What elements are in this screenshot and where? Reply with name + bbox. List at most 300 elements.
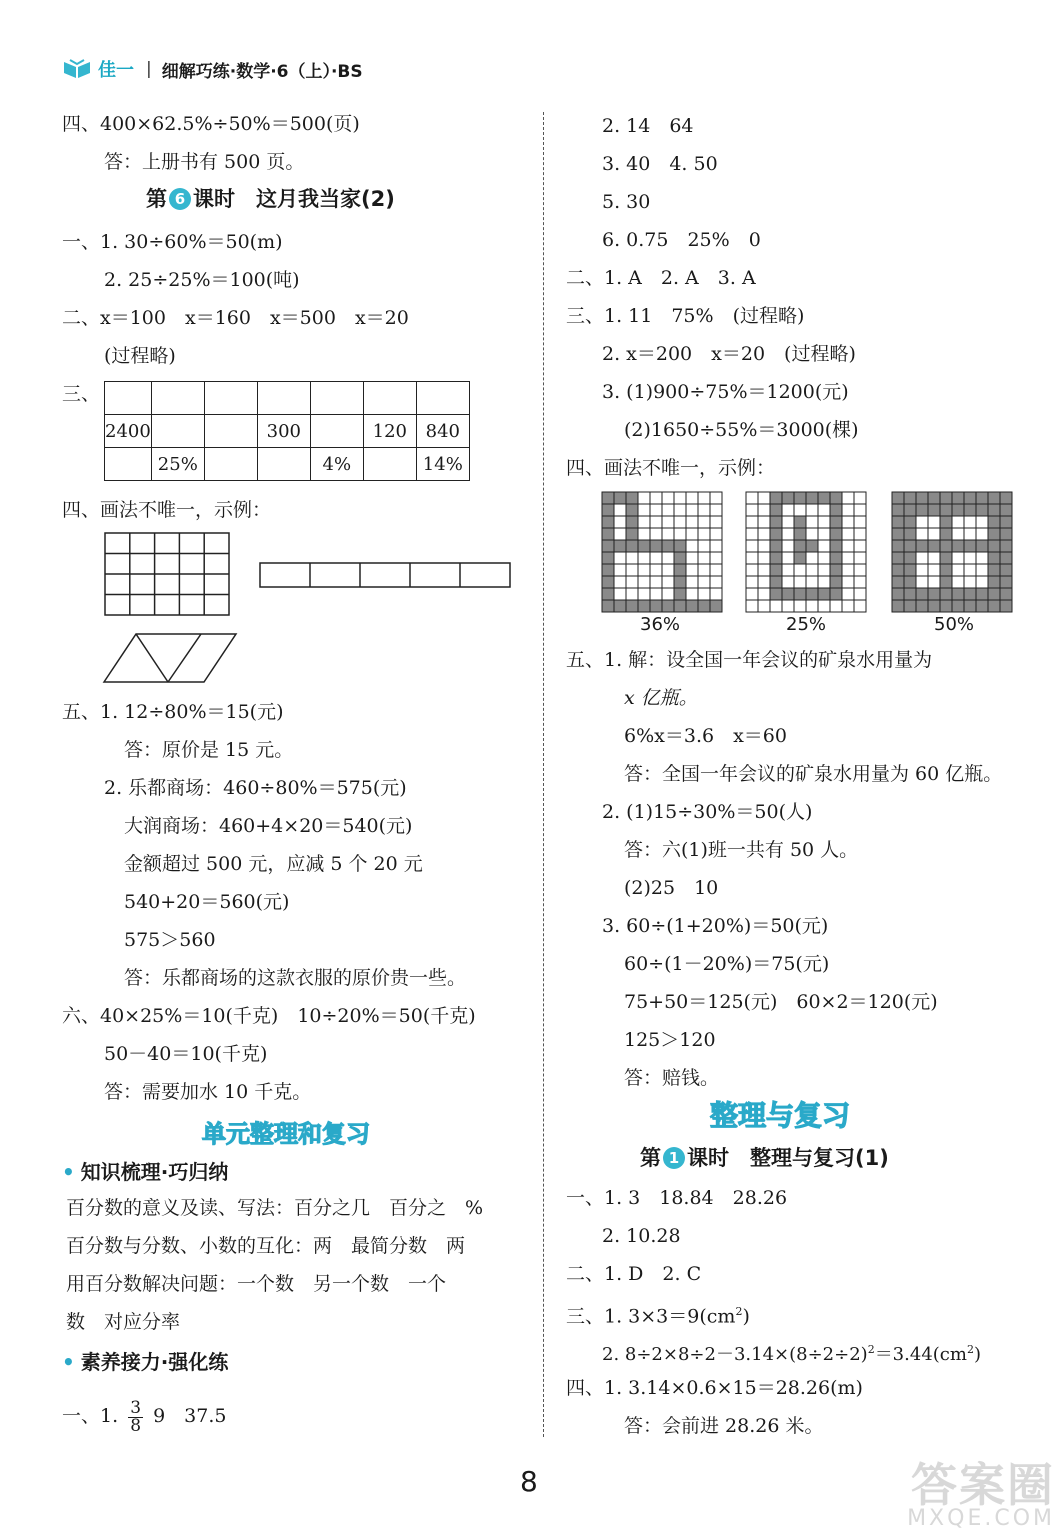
grid-cell	[614, 540, 626, 552]
grid-cell	[770, 564, 782, 576]
answer-line: 一、1. 3 18.84 28.26	[566, 1187, 788, 1209]
grid-cell	[686, 516, 698, 528]
grid-cell	[662, 540, 674, 552]
grid-cell	[940, 552, 952, 564]
grid-cell	[770, 576, 782, 588]
grid-cell	[928, 552, 940, 564]
grid-cell	[638, 528, 650, 540]
answer-line: 50－40＝10(千克)	[104, 1043, 268, 1065]
grid-cell	[976, 504, 988, 516]
grid-cell	[614, 576, 626, 588]
grid-cell	[988, 504, 1000, 516]
question-label: 三、	[62, 383, 101, 405]
table-cell	[416, 382, 469, 415]
grid-cell	[1000, 600, 1012, 612]
grid-cell	[842, 600, 854, 612]
percent-table	[104, 381, 470, 481]
grid-cell	[964, 492, 976, 504]
grid-cell	[854, 552, 866, 564]
grid-cell	[794, 492, 806, 504]
table-cell: 120	[363, 415, 416, 448]
grid-cell	[940, 540, 952, 552]
grid-cell	[806, 504, 818, 516]
grid-cell	[952, 528, 964, 540]
grid-cell	[674, 528, 686, 540]
grid-cell	[686, 552, 698, 564]
grid-cell	[928, 540, 940, 552]
grid-cell	[794, 504, 806, 516]
grid-cell	[770, 516, 782, 528]
grid-cell	[830, 588, 842, 600]
grid-cell	[928, 528, 940, 540]
grid-cell	[746, 504, 758, 516]
grid-cell	[854, 600, 866, 612]
grid-cell	[770, 600, 782, 612]
grid-cell	[916, 528, 928, 540]
grid-cell	[892, 540, 904, 552]
strip-drawing-5	[259, 562, 511, 588]
answer-line: 答：全国一年会议的矿泉水用量为 60 亿瓶。	[624, 763, 1003, 785]
grid-cell	[710, 552, 722, 564]
grid-cell	[854, 504, 866, 516]
grid-cell	[746, 552, 758, 564]
grid-cell	[818, 576, 830, 588]
grid-cell	[806, 588, 818, 600]
grid-cell	[626, 528, 638, 540]
grid-cell	[928, 564, 940, 576]
grid-cell	[988, 552, 1000, 564]
grid-cell	[916, 552, 928, 564]
answer-line: 2. 乐都商场：460÷80%＝575(元)	[104, 777, 407, 799]
grid-caption: 50%	[934, 614, 975, 635]
grid-cell	[602, 528, 614, 540]
answer-line: 75+50＝125(元) 60×2＝120(元)	[624, 991, 938, 1013]
grid-cell	[698, 576, 710, 588]
grid-cell	[710, 564, 722, 576]
table-cell: 300	[257, 415, 310, 448]
answer-line: 答：上册书有 500 页。	[104, 151, 305, 173]
grid-cell	[916, 576, 928, 588]
grid-cell	[710, 528, 722, 540]
grid-cell	[758, 552, 770, 564]
grid-cell	[758, 528, 770, 540]
grid-cell	[892, 576, 904, 588]
grid-cell	[746, 540, 758, 552]
answer-line: 三、1. 11 75% (过程略)	[566, 305, 805, 327]
grid-cell	[782, 576, 794, 588]
answer-line: 百分数与分数、小数的互化：两 最简分数 两	[66, 1235, 466, 1257]
table-cell: 2400	[105, 415, 152, 448]
grid-cell	[686, 528, 698, 540]
grid-cell	[698, 492, 710, 504]
table-cell	[310, 382, 363, 415]
grid-cell	[782, 504, 794, 516]
answer-line: 金额超过 500 元，应减 5 个 20 元	[124, 853, 423, 875]
grid-cell	[614, 600, 626, 612]
grid-cell	[650, 564, 662, 576]
grid-cell	[842, 492, 854, 504]
grid-cell	[854, 576, 866, 588]
grid-cell	[806, 576, 818, 588]
grid-cell	[650, 600, 662, 612]
grid-cell	[952, 540, 964, 552]
grid-cell	[1000, 492, 1012, 504]
grid-cell	[758, 540, 770, 552]
answer-line: 四、400×62.5%÷50%＝500(页)	[62, 113, 360, 135]
grid-cell	[830, 600, 842, 612]
lesson-heading: 第 6 课时 这月我当家(2)	[146, 187, 395, 211]
grid-cell	[830, 504, 842, 516]
grid-cell	[686, 576, 698, 588]
grid-cell	[638, 540, 650, 552]
grid-cell	[794, 540, 806, 552]
table-cell	[105, 382, 152, 415]
grid-cell	[758, 516, 770, 528]
grid-cell	[842, 516, 854, 528]
grid-cell	[988, 564, 1000, 576]
grid-cell	[940, 576, 952, 588]
header-separator: |	[146, 59, 152, 79]
lesson-heading: 第 1 课时 整理与复习(1)	[640, 1146, 889, 1170]
grid-cell	[614, 528, 626, 540]
grid-cell	[770, 588, 782, 600]
grid-cell	[602, 516, 614, 528]
table-cell	[204, 382, 257, 415]
grid-cell	[988, 576, 1000, 588]
grid-cell	[602, 504, 614, 516]
grid-cell	[674, 516, 686, 528]
answer-line: 60÷(1－20%)＝75(元)	[624, 953, 830, 975]
table-cell: 25%	[151, 448, 204, 481]
grid-cell	[892, 588, 904, 600]
grid-cell	[698, 552, 710, 564]
grid-cell	[842, 588, 854, 600]
grid-cell	[916, 588, 928, 600]
table-cell	[257, 448, 310, 481]
grid-cell	[818, 552, 830, 564]
grid-cell	[842, 540, 854, 552]
answer-line: 大润商场：460+4×20＝540(元)	[124, 815, 413, 837]
grid-cell	[794, 588, 806, 600]
grid-cell	[698, 588, 710, 600]
grid-cell	[782, 516, 794, 528]
grid-cell	[892, 564, 904, 576]
grid-cell	[662, 600, 674, 612]
grid-cell	[952, 504, 964, 516]
grid-cell	[710, 588, 722, 600]
answer-line: 6. 0.75 25% 0	[602, 229, 761, 251]
grid-cell	[782, 600, 794, 612]
grid-cell	[830, 564, 842, 576]
answer-line: 数 对应分率	[66, 1311, 181, 1333]
grid-cell	[746, 492, 758, 504]
table-cell	[151, 415, 204, 448]
grid-cell	[770, 540, 782, 552]
answer-line: 575＞560	[124, 929, 216, 951]
grid-cell	[626, 588, 638, 600]
answer-line: 用百分数解决问题：一个数 另一个数 一个	[66, 1273, 447, 1295]
grid-cell	[698, 540, 710, 552]
answer-line: 二、x＝100 x＝160 x＝500 x＝20	[62, 307, 409, 329]
grid-cell	[650, 588, 662, 600]
shaded-grid-25	[744, 491, 868, 613]
fraction: $\frac{3}{8}$	[130, 1397, 142, 1436]
grid-cell	[638, 564, 650, 576]
grid-cell	[928, 576, 940, 588]
grid-cell	[686, 504, 698, 516]
grid-cell	[854, 588, 866, 600]
grid-cell	[650, 492, 662, 504]
grid-cell	[758, 504, 770, 516]
subsection-heading: • 素养接力·强化练	[62, 1350, 229, 1374]
grid-cell	[638, 492, 650, 504]
grid-cell	[818, 600, 830, 612]
page-header	[62, 52, 363, 86]
brand-name: 佳一	[98, 60, 134, 81]
table-cell	[363, 448, 416, 481]
grid-cell	[614, 516, 626, 528]
grid-cell	[842, 564, 854, 576]
grid-cell	[662, 564, 674, 576]
answer-line: 答：乐都商场的这款衣服的原价贵一些。	[124, 967, 467, 989]
grid-cell	[830, 552, 842, 564]
grid-cell	[976, 588, 988, 600]
grid-cell	[1000, 576, 1012, 588]
grid-cell	[916, 540, 928, 552]
grid-cell	[686, 564, 698, 576]
table-row	[105, 382, 470, 415]
grid-cell	[602, 600, 614, 612]
grid-cell	[662, 504, 674, 516]
shaded-grid-50	[890, 491, 1014, 613]
grid-cell	[952, 576, 964, 588]
grid-cell	[952, 552, 964, 564]
answer-line: 5. 30	[602, 191, 651, 213]
grid-cell	[940, 564, 952, 576]
grid-cell	[952, 492, 964, 504]
shaded-grid-36	[600, 491, 724, 613]
grid-cell	[1000, 588, 1012, 600]
grid-cell	[988, 528, 1000, 540]
grid-cell	[662, 588, 674, 600]
grid-cell	[964, 600, 976, 612]
grid-caption: 36%	[640, 614, 681, 635]
lesson-number-badge: 1	[663, 1147, 685, 1169]
answer-line: 答：需要加水 10 千克。	[104, 1081, 312, 1103]
grid-cell	[758, 600, 770, 612]
grid-cell	[976, 516, 988, 528]
answer-line: 125＞120	[624, 1029, 716, 1051]
answer-line: 二、1. A 2. A 3. A	[566, 267, 756, 289]
answer-line: 二、1. D 2. C	[566, 1263, 702, 1285]
header-title: 细解巧练·数学·6（上）·BS	[161, 61, 363, 82]
grid-cell	[976, 528, 988, 540]
book-logo-icon	[62, 58, 92, 80]
grid-cell	[1000, 528, 1012, 540]
grid-cell	[638, 504, 650, 516]
grid-cell	[782, 588, 794, 600]
grid-cell	[818, 588, 830, 600]
grid-cell	[626, 600, 638, 612]
grid-cell	[686, 588, 698, 600]
grid-cell	[976, 600, 988, 612]
grid-cell	[940, 504, 952, 516]
answer-line: 四、画法不唯一，示例：	[566, 457, 776, 479]
grid-cell	[686, 492, 698, 504]
grid-cell	[674, 600, 686, 612]
table-cell	[310, 415, 363, 448]
grid-cell	[758, 576, 770, 588]
grid-cell	[830, 576, 842, 588]
grid-cell	[710, 516, 722, 528]
grid-cell	[964, 564, 976, 576]
answer-line: (过程略)	[104, 345, 176, 367]
answer-line: 四、1. 3.14×0.6×15＝28.26(m)	[566, 1377, 863, 1399]
grid-cell	[842, 528, 854, 540]
answer-line: 2. 25÷25%＝100(吨)	[104, 269, 300, 291]
grid-cell	[626, 564, 638, 576]
grid-cell	[782, 528, 794, 540]
grid-cell	[770, 492, 782, 504]
grid-cell	[698, 564, 710, 576]
answer-line: 答：六(1)班一共有 50 人。	[624, 839, 859, 861]
grid-cell	[638, 516, 650, 528]
answer-line: 答：会前进 28.26 米。	[624, 1415, 824, 1437]
table-cell	[105, 448, 152, 481]
grid-cell	[976, 540, 988, 552]
grid-cell	[710, 600, 722, 612]
grid-cell	[940, 516, 952, 528]
grid-cell	[806, 516, 818, 528]
grid-cell	[602, 540, 614, 552]
grid-cell	[794, 516, 806, 528]
grid-cell	[916, 504, 928, 516]
grid-cell	[698, 600, 710, 612]
table-cell	[151, 382, 204, 415]
grid-cell	[662, 552, 674, 564]
grid-cell	[940, 528, 952, 540]
grid-cell	[818, 492, 830, 504]
subsection-heading: • 知识梳理·巧归纳	[62, 1160, 229, 1184]
answer-line: 2. (1)15÷30%＝50(人)	[602, 801, 813, 823]
grid-cell	[710, 540, 722, 552]
table-cell	[204, 448, 257, 481]
grid-cell	[758, 492, 770, 504]
grid-cell	[782, 540, 794, 552]
grid-cell	[892, 504, 904, 516]
answer-line: 3. (1)900÷75%＝1200(元)	[602, 381, 849, 403]
grid-cell	[674, 588, 686, 600]
grid-cell	[770, 552, 782, 564]
grid-cell	[1000, 540, 1012, 552]
grid-cell	[638, 600, 650, 612]
grid-cell	[952, 564, 964, 576]
grid-cell	[916, 516, 928, 528]
grid-cell	[806, 552, 818, 564]
grid-cell	[928, 504, 940, 516]
grid-cell	[710, 576, 722, 588]
answer-line: 6%x＝3.6 x＝60	[624, 725, 787, 747]
grid-cell	[698, 528, 710, 540]
answer-line: x 亿瓶。	[624, 687, 698, 709]
grid-cell	[964, 504, 976, 516]
grid-cell	[842, 504, 854, 516]
grid-cell	[818, 528, 830, 540]
answer-line: 答：原价是 15 元。	[124, 739, 294, 761]
grid-cell	[830, 492, 842, 504]
grid-caption: 25%	[786, 614, 827, 635]
grid-cell	[940, 492, 952, 504]
grid-cell	[904, 492, 916, 504]
lesson-number-badge: 6	[169, 188, 191, 210]
grid-cell	[662, 528, 674, 540]
grid-cell	[854, 528, 866, 540]
grid-cell	[674, 492, 686, 504]
answer-line: (2)1650÷55%＝3000(棵)	[624, 419, 859, 441]
grid-cell	[988, 516, 1000, 528]
grid-cell	[674, 576, 686, 588]
grid-cell	[904, 588, 916, 600]
grid-cell	[698, 516, 710, 528]
grid-cell	[892, 516, 904, 528]
grid-cell	[904, 564, 916, 576]
grid-cell	[952, 588, 964, 600]
grid-cell	[1000, 516, 1012, 528]
grid-cell	[626, 540, 638, 552]
grid-cell	[770, 528, 782, 540]
grid-cell	[758, 564, 770, 576]
grid-cell	[892, 528, 904, 540]
grid-cell	[904, 516, 916, 528]
answer-line: 2. 10.28	[602, 1225, 681, 1247]
grid-cell	[626, 492, 638, 504]
answer-line: 2. 14 64	[602, 115, 694, 137]
grid-cell	[818, 540, 830, 552]
grid-cell	[952, 516, 964, 528]
page-number: 8	[520, 1465, 538, 1498]
grid-cell	[614, 588, 626, 600]
grid-cell	[746, 600, 758, 612]
table-cell	[257, 382, 310, 415]
grid-cell	[964, 576, 976, 588]
grid-cell	[916, 492, 928, 504]
grid-cell	[638, 588, 650, 600]
grid-cell	[782, 552, 794, 564]
review-title: 整理与复习	[710, 1099, 851, 1132]
grid-cell	[904, 504, 916, 516]
grid-cell	[626, 576, 638, 588]
grid-cell	[602, 552, 614, 564]
grid-cell	[964, 528, 976, 540]
grid-cell	[806, 492, 818, 504]
grid-cell	[614, 552, 626, 564]
answer-line: 五、1. 解：设全国一年会议的矿泉水用量为	[566, 649, 933, 671]
grid-cell	[746, 564, 758, 576]
answer-line: 四、画法不唯一，示例：	[62, 499, 272, 521]
grid-cell	[830, 516, 842, 528]
answer-line: 3. 40 4. 50	[602, 153, 718, 175]
answer-line: 五、1. 12÷80%＝15(元)	[62, 701, 284, 723]
grid-cell	[928, 600, 940, 612]
unit-review-title: 单元整理和复习	[202, 1120, 370, 1148]
grid-cell	[782, 492, 794, 504]
grid-cell	[952, 600, 964, 612]
table-cell: 4%	[310, 448, 363, 481]
watermark: 答案圈 MXQE.COM	[907, 1458, 1055, 1531]
grid-cell	[988, 600, 1000, 612]
grid-cell	[602, 564, 614, 576]
answer-line: 3. 60÷(1+20%)＝50(元)	[602, 915, 829, 937]
